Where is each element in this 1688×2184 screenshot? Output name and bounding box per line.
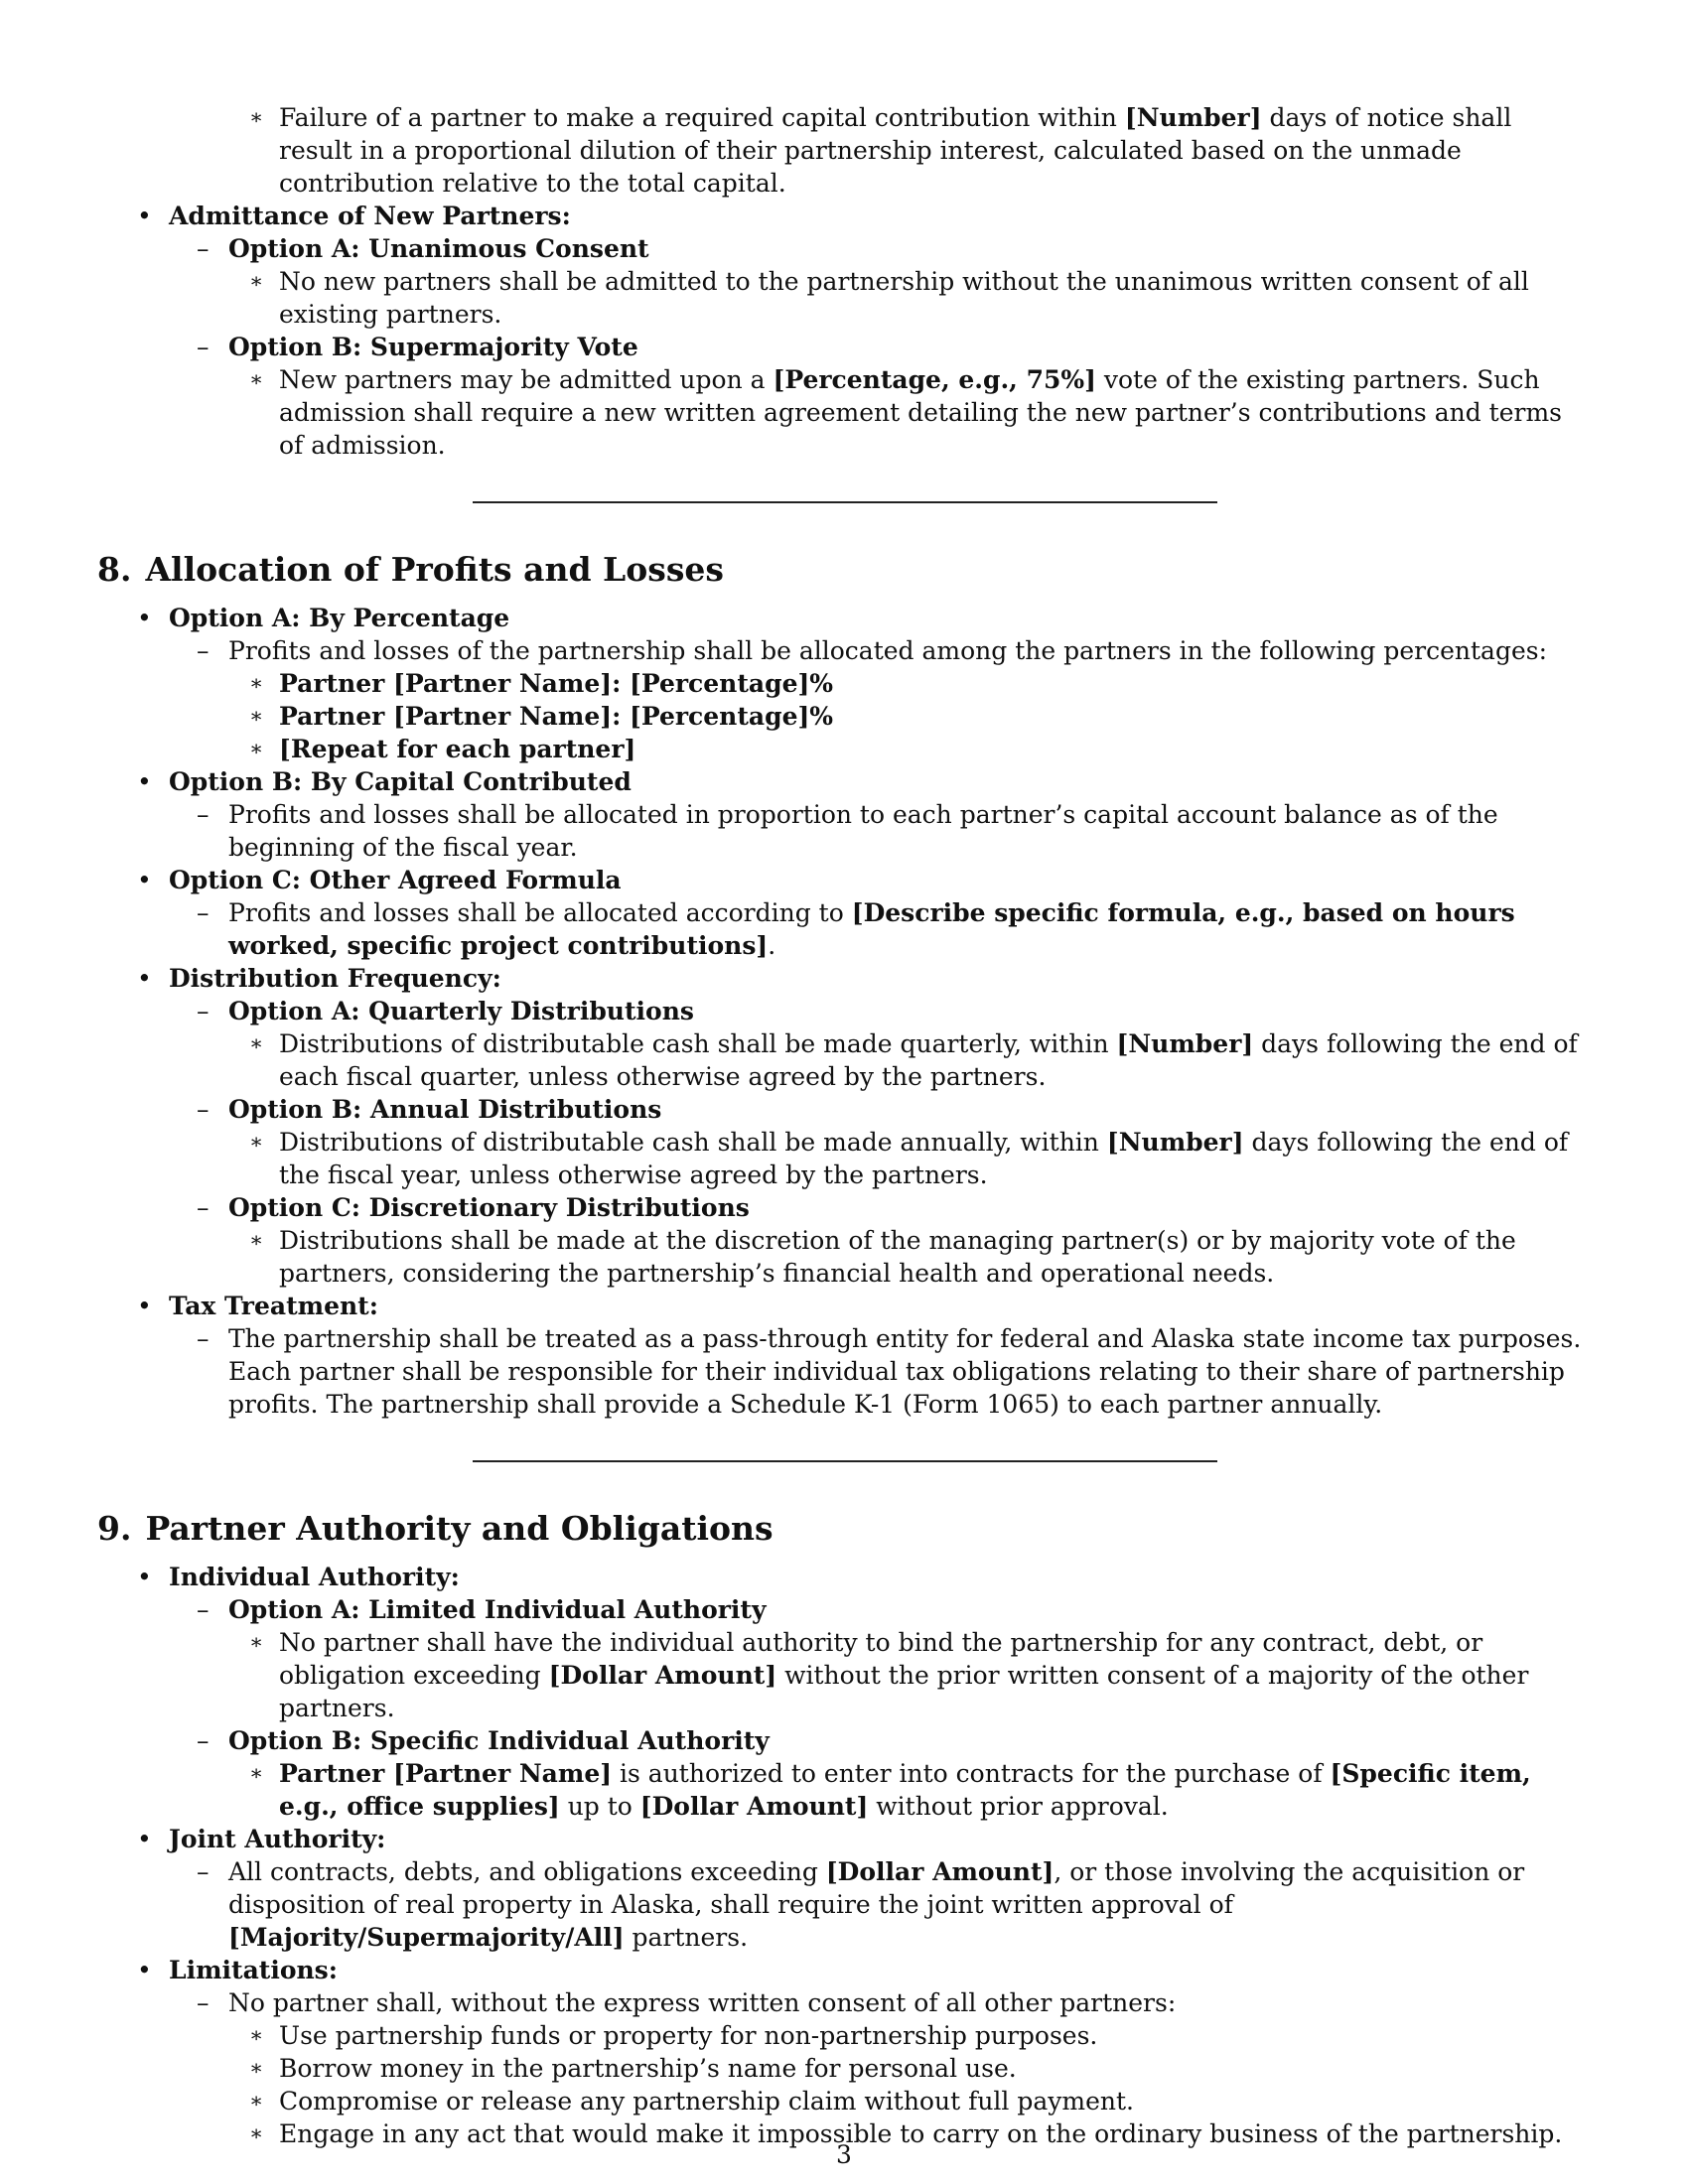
list-item	[97, 2019, 1590, 2052]
list-item	[97, 1823, 1590, 1855]
item-text: New partners may be admitted upon a	[279, 365, 774, 394]
dash-bullet: –	[197, 234, 210, 263]
option-label: Option A: Unanimous Consent	[228, 234, 649, 263]
placeholder: Partner [Partner Name]: [Percentage]%	[279, 669, 834, 698]
list-item	[97, 1093, 1590, 1126]
list-item	[97, 1757, 1590, 1823]
asterisk-bullet: ∗	[249, 1130, 264, 1154]
item-text: All contracts, debts, and obligations exceeding	[228, 1857, 826, 1886]
list-item	[97, 798, 1590, 864]
bullet: •	[137, 1956, 152, 1984]
list-item	[97, 1855, 1590, 1954]
item-text: is authorized to enter into contracts for the purchase of	[612, 1759, 1331, 1788]
list-item	[97, 896, 1590, 962]
list-item	[97, 1954, 1590, 1986]
section-title: Partner Authority and Obligations	[145, 1509, 774, 1548]
item-text: Failure of a partner to make a required capital contribution within	[279, 103, 1125, 132]
list-item	[97, 1290, 1590, 1322]
placeholder: [Describe specific formula, e.g., based on hours worked, specific project contributions]	[228, 898, 1515, 960]
list-item	[97, 995, 1590, 1027]
bullet: •	[137, 1292, 152, 1320]
item-text: partners.	[624, 1923, 749, 1952]
item-text: vote of the existing partners. Such admission shall require a new written agreement detailing the new partner’s contributions and terms of admission.	[279, 365, 1562, 460]
dash-bullet: –	[197, 1595, 210, 1624]
item-text: .	[768, 931, 776, 960]
item-text: Borrow money in the partnership’s name for personal use.	[279, 2054, 1017, 2083]
option-label: Option C: Discretionary Distributions	[228, 1193, 750, 1222]
asterisk-bullet: ∗	[249, 671, 264, 695]
asterisk-bullet: ∗	[249, 1228, 264, 1252]
section-number: 9.	[97, 1509, 132, 1548]
asterisk-bullet: ∗	[249, 1630, 264, 1654]
dash-bullet: –	[197, 997, 210, 1025]
bullet: •	[137, 1825, 152, 1853]
asterisk-bullet: ∗	[249, 105, 264, 129]
dash-bullet: –	[197, 1193, 210, 1222]
asterisk-bullet: ∗	[249, 2089, 264, 2113]
list-item	[97, 602, 1590, 634]
option-label: Option B: Specific Individual Authority	[228, 1726, 770, 1755]
item-text: No partner shall, without the express written consent of all other partners:	[228, 1988, 1177, 2017]
placeholder: [Dollar Amount]	[548, 1661, 777, 1690]
placeholder: [Dollar Amount]	[639, 1792, 869, 1821]
placeholder: [Number]	[1124, 103, 1262, 132]
list-item	[97, 331, 1590, 363]
dash-bullet: –	[197, 1857, 210, 1886]
item-text: No partner shall have the individual authority to bind the partnership for any contract, debt, or obligation exceeding	[279, 1628, 1483, 1690]
list-item	[97, 1986, 1590, 2019]
list-item	[97, 667, 1590, 700]
list-item	[97, 1626, 1590, 1724]
dash-bullet: –	[197, 636, 210, 665]
placeholder: [Percentage, e.g., 75%]	[773, 365, 1096, 394]
item-text: Use partnership funds or property for non-partnership purposes.	[279, 2021, 1098, 2050]
asterisk-bullet: ∗	[249, 269, 264, 293]
placeholder: Partner [Partner Name]	[279, 1759, 613, 1788]
item-text: No new partners shall be admitted to the partnership without the unanimous written consent of all existing partners.	[279, 267, 1529, 329]
item-text: Distributions shall be made at the discretion of the managing partner(s) or by majority vote of the partners, considering the partnership’s financial health and operational needs.	[279, 1226, 1516, 1288]
list-item	[97, 733, 1590, 765]
item-text: without prior approval.	[868, 1792, 1169, 1821]
list-item	[97, 1724, 1590, 1757]
item-label: Individual Authority:	[169, 1563, 460, 1591]
item-text: Distributions of distributable cash shall be made annually, within	[279, 1128, 1107, 1157]
item-label: Limitations:	[169, 1956, 338, 1984]
bullet: •	[137, 964, 152, 993]
option-label: Option C: Other Agreed Formula	[169, 866, 622, 894]
asterisk-bullet: ∗	[249, 2121, 264, 2145]
option-label: Option A: By Percentage	[169, 604, 510, 632]
list-item	[97, 2085, 1590, 2117]
asterisk-bullet: ∗	[249, 1761, 264, 1785]
placeholder: Partner [Partner Name]: [Percentage]%	[279, 702, 834, 731]
item-text: up to	[559, 1792, 640, 1821]
asterisk-bullet: ∗	[249, 367, 264, 391]
item-text: Engage in any act that would make it impossible to carry on the ordinary business of the partnership.	[279, 2119, 1563, 2148]
option-label: Option A: Limited Individual Authority	[228, 1595, 767, 1624]
item-label: Distribution Frequency:	[169, 964, 501, 993]
item-label: Admittance of New Partners:	[169, 202, 571, 230]
asterisk-bullet: ∗	[249, 2023, 264, 2047]
list-item	[97, 265, 1590, 331]
list-item	[97, 1027, 1590, 1093]
item-text: Profits and losses shall be allocated according to	[228, 898, 852, 927]
placeholder: [Repeat for each partner]	[279, 735, 636, 763]
list-item	[97, 363, 1590, 462]
bullet: •	[137, 1563, 152, 1591]
item-text: days following the end of the fiscal year, unless otherwise agreed by the partners.	[279, 1128, 1569, 1189]
bullet: •	[137, 767, 152, 796]
placeholder: [Majority/Supermajority/All]	[228, 1923, 625, 1952]
asterisk-bullet: ∗	[249, 704, 264, 728]
option-label: Option A: Quarterly Distributions	[228, 997, 694, 1025]
placeholder: [Specific item, e.g., office supplies]	[279, 1759, 1531, 1821]
list-item	[97, 1191, 1590, 1224]
list-item	[97, 1561, 1590, 1593]
list-item	[97, 101, 1590, 200]
item-text: Profits and losses of the partnership shall be allocated among the partners in the following percentages:	[228, 636, 1547, 665]
list-item	[97, 700, 1590, 733]
item-text: days of notice shall result in a proportional dilution of their partnership interest, calculated based on the unmade contribution relative to the total capital.	[279, 103, 1512, 198]
page-number: 3	[836, 2140, 852, 2169]
list-item	[97, 2052, 1590, 2085]
dash-bullet: –	[197, 1726, 210, 1755]
item-text: without the prior written consent of a majority of the other partners.	[279, 1661, 1529, 1722]
section-heading-9	[97, 1509, 1590, 1549]
bullet: •	[137, 866, 152, 894]
option-label: Option B: By Capital Contributed	[169, 767, 632, 796]
item-text: Distributions of distributable cash shall be made quarterly, within	[279, 1029, 1117, 1058]
option-label: Option B: Annual Distributions	[228, 1095, 662, 1124]
section-number: 8.	[97, 550, 132, 589]
item-text: days following the end of each fiscal quarter, unless otherwise agreed by the partners.	[279, 1029, 1578, 1091]
dash-bullet: –	[197, 1324, 210, 1353]
item-text: Compromise or release any partnership claim without full payment.	[279, 2087, 1134, 2116]
list-item	[97, 1593, 1590, 1626]
list-item	[97, 765, 1590, 798]
asterisk-bullet: ∗	[249, 737, 264, 760]
section-heading-8	[97, 550, 1590, 590]
list-item	[97, 962, 1590, 995]
list-item	[97, 634, 1590, 667]
item-text: The partnership shall be treated as a pass-through entity for federal and Alaska state income tax purposes. Each partner shall be responsible for their individual tax obligations relating to their share of partnership profits. The partnership shall provide a Schedule K-1 (Form 1065) to each partner annually.	[228, 1324, 1582, 1419]
asterisk-bullet: ∗	[249, 2056, 264, 2080]
placeholder: [Number]	[1106, 1128, 1244, 1157]
dash-bullet: –	[197, 1095, 210, 1124]
list-item	[97, 1126, 1590, 1191]
list-item	[97, 232, 1590, 265]
document-page	[97, 101, 1590, 2150]
dash-bullet: –	[197, 1988, 210, 2017]
dash-bullet: –	[197, 898, 210, 927]
dash-bullet: –	[197, 333, 210, 361]
item-text: Profits and losses shall be allocated in proportion to each partner’s capital account balance as of the beginning of the fiscal year.	[228, 800, 1498, 862]
dash-bullet: –	[197, 800, 210, 829]
list-item-admittance	[97, 200, 1590, 232]
placeholder: [Number]	[1116, 1029, 1254, 1058]
item-label: Tax Treatment:	[169, 1292, 378, 1320]
bullet: •	[137, 604, 152, 632]
item-text: , or those involving the acquisition or disposition of real property in Alaska, shall require the joint written approval of	[228, 1857, 1525, 1919]
list-item	[97, 1224, 1590, 1290]
list-item	[97, 864, 1590, 896]
placeholder: [Dollar Amount]	[825, 1857, 1055, 1886]
item-label: Joint Authority:	[169, 1825, 386, 1853]
bullet: •	[137, 202, 152, 230]
section-title: Allocation of Profits and Losses	[145, 550, 724, 589]
list-item	[97, 1322, 1590, 1421]
option-label: Option B: Supermajority Vote	[228, 333, 638, 361]
asterisk-bullet: ∗	[249, 1031, 264, 1055]
